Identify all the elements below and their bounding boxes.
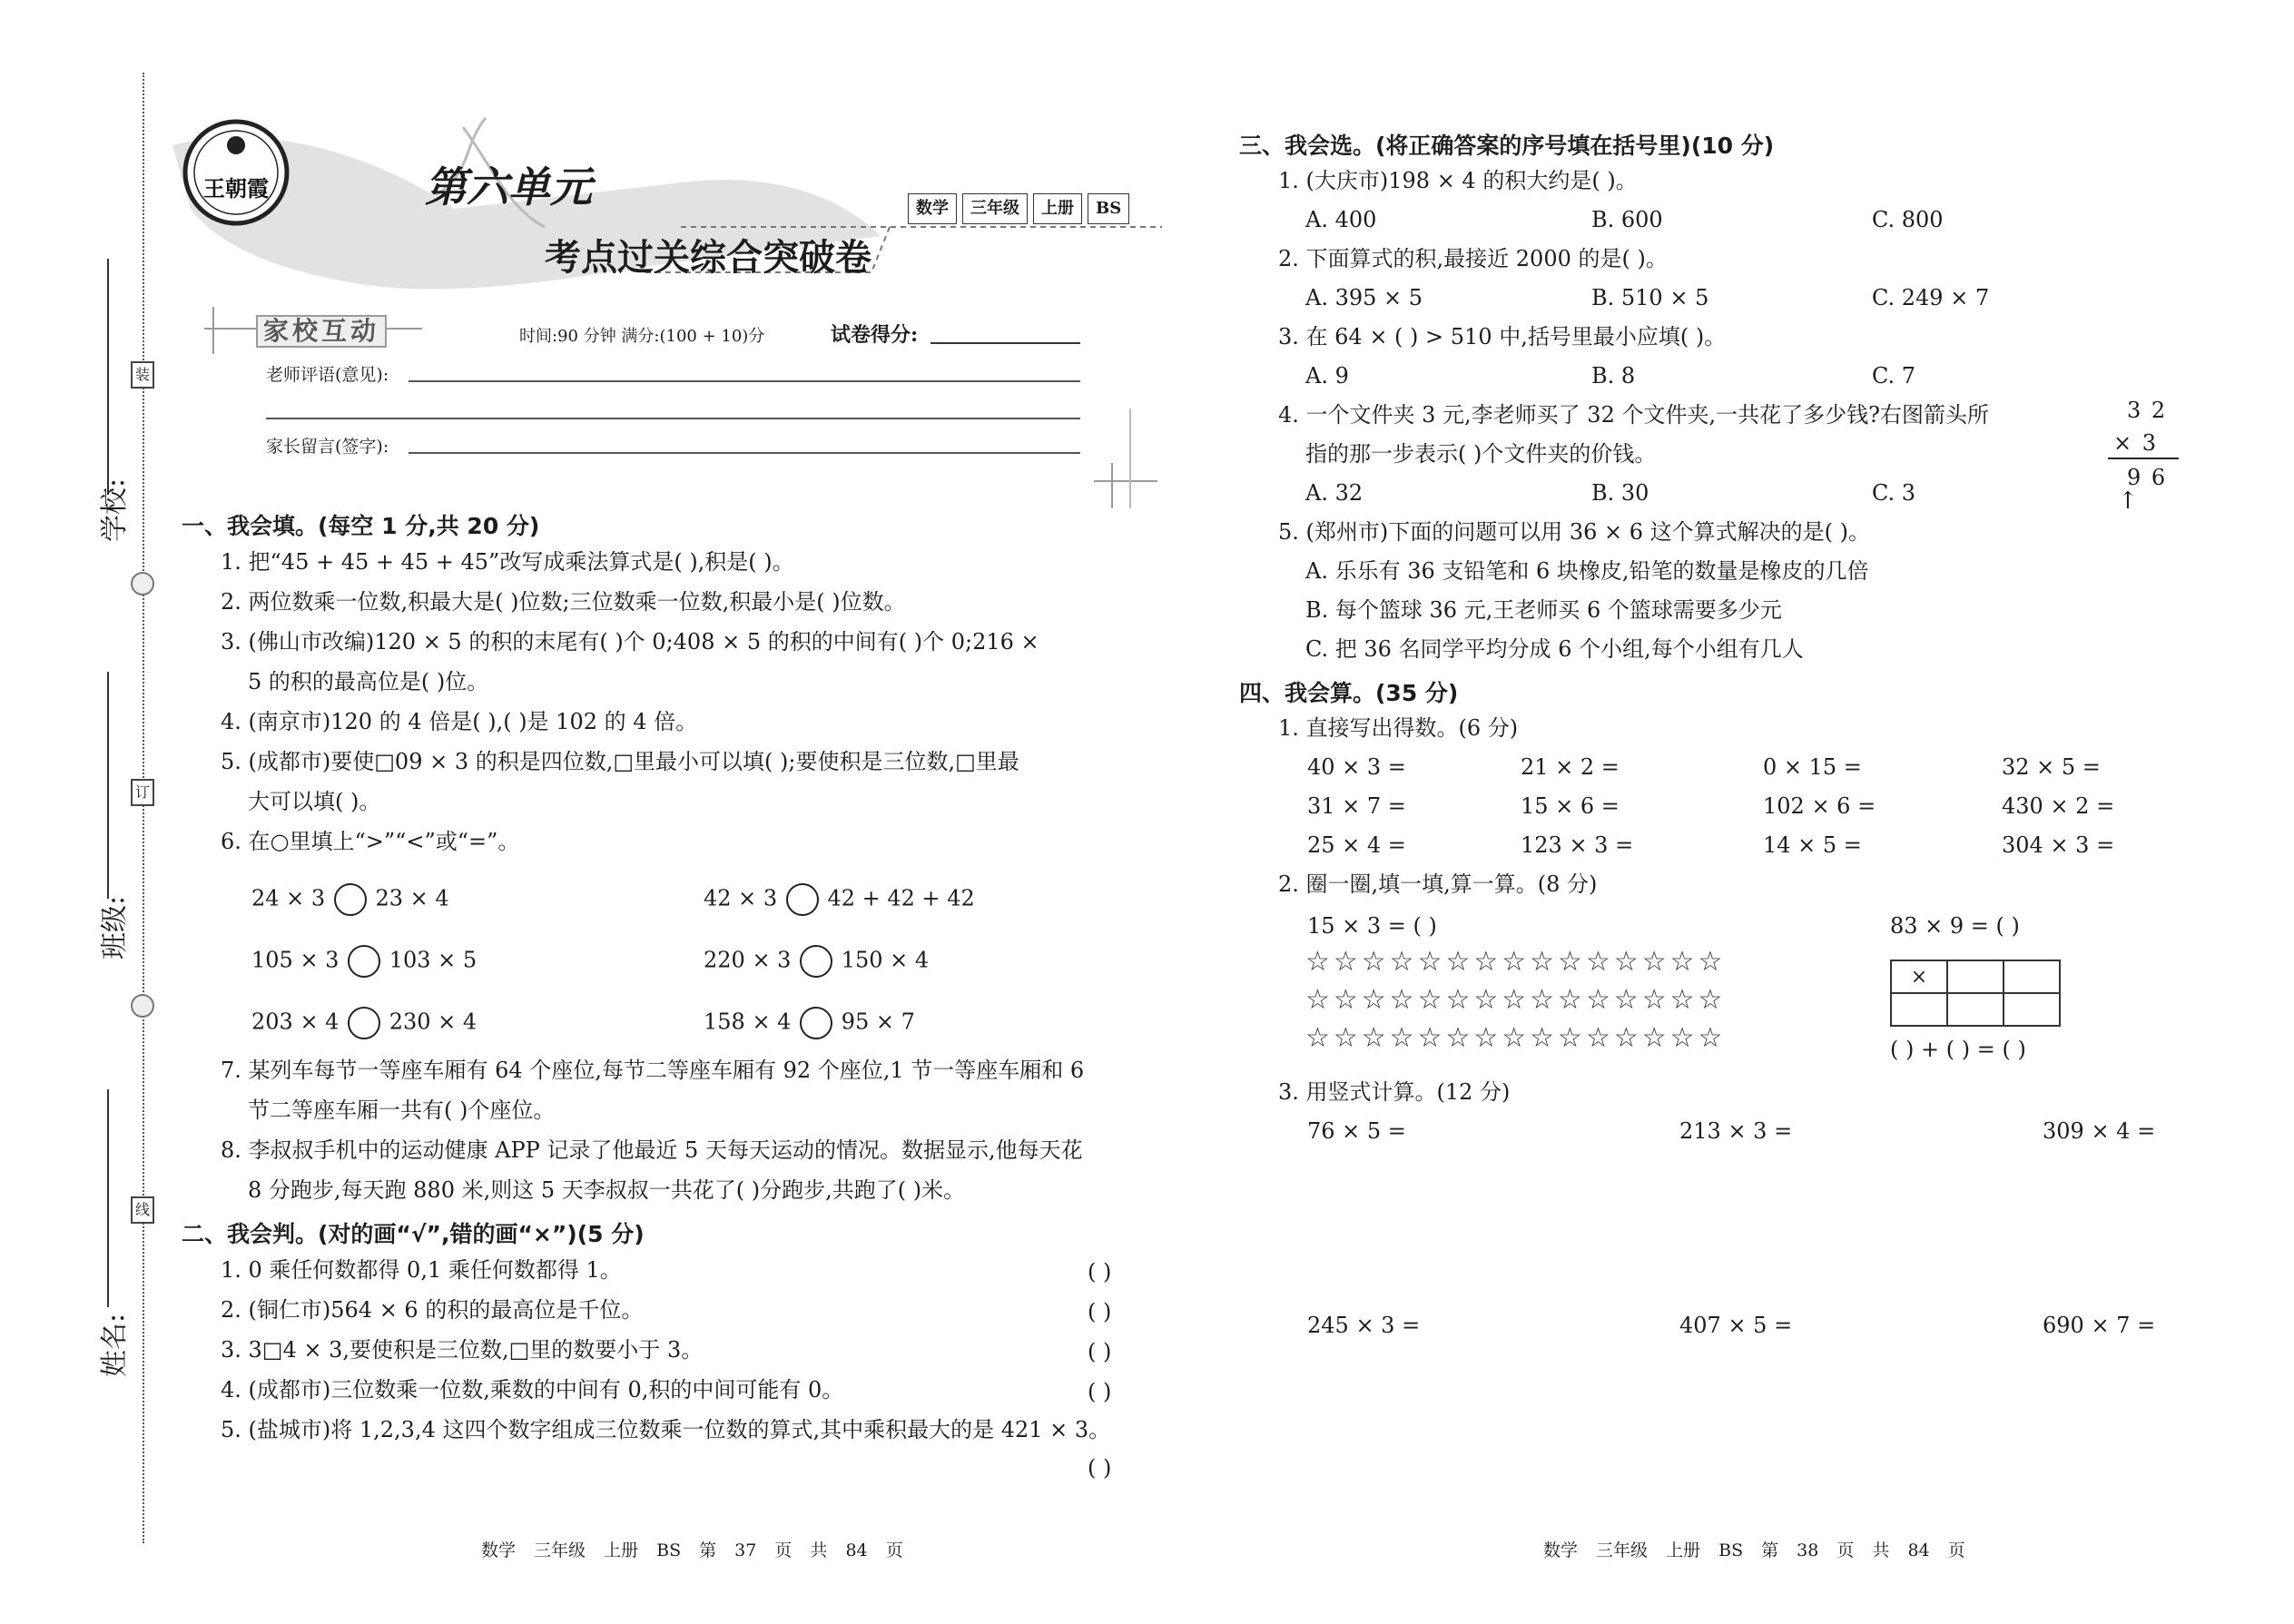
s1-q7-line1: 7. 某列车每节一等座车厢有 64 个座位,每节二等座车厢有 92 个座位,1 节一等座车厢和 6 — [221, 1058, 1085, 1083]
s3-q5-option: A. 乐乐有 36 支铅笔和 6 块橡皮,铅笔的数量是橡皮的几倍 — [1305, 558, 1869, 584]
vertical-calc-item: 407 × 5 = — [1679, 1313, 1793, 1338]
s1-q5-line1: 5. (成都市)要使□09 × 3 的积是四位数,□里最小可以填( );要使积是三位数,□里最 — [221, 749, 1019, 774]
compare-left: 24 × 3 — [251, 885, 326, 911]
badge-grade: 三年级 — [962, 193, 1028, 224]
vertical-calc-item: 690 × 7 = — [2043, 1313, 2156, 1338]
vertical-result: 9 6 — [2127, 465, 2168, 490]
s3-option: A. 32 — [1305, 480, 1364, 506]
s2-item: 2. (铜仁市)564 × 6 的积的最高位是千位。 — [221, 1297, 644, 1323]
vertical-calc-item: 213 × 3 = — [1679, 1118, 1793, 1144]
oral-calc-item: 304 × 3 = — [2002, 832, 2115, 858]
oral-calc-item: 21 × 2 = — [1521, 754, 1620, 780]
arrow-up-icon: ↑ — [2118, 487, 2138, 515]
section1-title: 一、我会填。(每空 1 分,共 20 分) — [182, 513, 540, 539]
compare-item — [251, 883, 449, 916]
compare-left: 220 × 3 — [704, 947, 792, 973]
name-blank-line — [107, 1089, 109, 1307]
s3-option: C. 800 — [1872, 207, 1944, 232]
footer-left: 数学 三年级 上册 BS 第 37 页 共 84 页 — [481, 1540, 903, 1560]
s1-q8-line1: 8. 李叔叔手机中的运动健康 APP 记录了他最近 5 天每天运动的情况。数据显示,他每天花 — [221, 1137, 1083, 1163]
oral-calc-item: 25 × 4 = — [1307, 832, 1406, 858]
compare-circle[interactable] — [348, 945, 380, 978]
s2-item: 5. (盐城市)将 1,2,3,4 这四个数字组成三位数乘一位数的算式,其中乘积最大的是 421 × 3。 — [221, 1417, 1111, 1442]
s3-option: A. 400 — [1305, 207, 1377, 232]
s4-part1: 1. 直接写出得数。(6 分) — [1278, 715, 1519, 741]
s3-q1: 1. (大庆市)198 × 4 的积大约是( )。 — [1278, 168, 1638, 193]
svg-text:王朝霞: 王朝霞 — [203, 175, 269, 202]
oral-calc-item: 31 × 7 = — [1307, 793, 1406, 819]
compare-item — [251, 1007, 477, 1039]
compare-left: 105 × 3 — [251, 947, 340, 973]
grade-badge — [908, 194, 1129, 223]
s3-q2: 2. 下面算式的积,最接近 2000 的是( )。 — [1278, 246, 1668, 271]
s1-q7-line2: 节二等座车厢一共有( )个座位。 — [248, 1097, 556, 1123]
compare-circle[interactable] — [800, 1007, 832, 1039]
s3-q5-option: B. 每个篮球 36 元,王老师买 6 个篮球需要多少元 — [1305, 597, 1782, 623]
teacher-comment-line[interactable] — [266, 418, 1080, 419]
badge-edition: BS — [1088, 193, 1129, 224]
seal-char-zhuang: 装 — [131, 361, 154, 389]
grid-cell[interactable] — [2004, 960, 2060, 993]
time-score-info: 时间:90 分钟 满分:(100 + 10)分 — [519, 327, 765, 346]
vertical-calc-item: 309 × 4 = — [2043, 1118, 2156, 1144]
s1-q8-line2: 8 分跑步,每天跑 880 米,则这 5 天李叔叔一共花了( )分跑步,共跑了( )米。 — [248, 1177, 966, 1203]
s1-q3-line2: 5 的积的最高位是( )位。 — [248, 669, 489, 694]
s3-option: C. 249 × 7 — [1872, 285, 1990, 310]
s2-answer-paren[interactable]: ( ) — [1088, 1379, 1112, 1404]
compare-circle[interactable] — [334, 883, 367, 916]
publisher-logo-seal — [182, 118, 290, 227]
parent-comment-line[interactable] — [409, 452, 1080, 454]
stars-equation: 15 × 3 = ( ) — [1307, 913, 1437, 939]
compare-circle[interactable] — [800, 945, 832, 978]
grid-cell[interactable] — [2004, 993, 2060, 1026]
s3-option: A. 395 × 5 — [1305, 285, 1423, 310]
teacher-comment-line[interactable] — [409, 380, 1080, 382]
vertical-rule — [2108, 458, 2179, 459]
grid-sum[interactable]: ( ) + ( ) = ( ) — [1890, 1037, 2026, 1062]
footer-right: 数学 三年级 上册 BS 第 38 页 共 84 页 — [1543, 1540, 1965, 1560]
unit-title: 第六单元 — [425, 162, 592, 212]
s2-item: 4. (成都市)三位数乘一位数,乘数的中间有 0,积的中间可能有 0。 — [221, 1377, 844, 1403]
oral-calc-item: 15 × 6 = — [1521, 793, 1620, 819]
multiplication-grid[interactable] — [1890, 960, 2061, 1027]
s2-answer-paren[interactable]: ( ) — [1088, 1259, 1112, 1284]
s3-q5: 5. (郑州市)下面的问题可以用 36 × 6 这个算式解决的是( )。 — [1278, 519, 1871, 545]
grid-cell[interactable] — [1947, 993, 2004, 1026]
s3-option: B. 8 — [1591, 363, 1636, 389]
s3-q5-option: C. 把 36 名同学平均分成 6 个小组,每个小组有几人 — [1305, 636, 1804, 662]
compare-left: 158 × 4 — [704, 1009, 792, 1035]
s1-q2: 2. 两位数乘一位数,积最大是( )位数;三位数乘一位数,积最小是( )位数。 — [221, 589, 906, 615]
oral-calc-item: 430 × 2 = — [2002, 793, 2115, 819]
s1-q1: 1. 把“45 + 45 + 45 + 45”改写成乘法算式是( ),积是( )。 — [221, 549, 794, 575]
s3-option: B. 30 — [1591, 480, 1649, 506]
s1-q4: 4. (南京市)120 的 4 倍是( ),( )是 102 的 4 倍。 — [221, 709, 698, 734]
section4-title: 四、我会算。(35 分) — [1239, 680, 1459, 706]
compare-right: 150 × 4 — [841, 947, 930, 973]
compare-right: 23 × 4 — [375, 885, 449, 911]
section3-title: 三、我会选。(将正确答案的序号填在括号里)(10 分) — [1239, 133, 1775, 159]
teacher-comment-label: 老师评语(意见): — [266, 365, 389, 385]
s3-option: B. 510 × 5 — [1591, 285, 1709, 310]
compare-circle[interactable] — [786, 883, 819, 916]
badge-subject: 数学 — [908, 193, 957, 224]
compare-circle[interactable] — [348, 1007, 380, 1039]
exam-title: 考点过关综合突破卷 — [545, 237, 871, 279]
compare-item — [704, 1007, 915, 1039]
compare-right: 95 × 7 — [841, 1009, 915, 1035]
stars-row-icon[interactable]: ☆☆☆☆☆☆☆☆☆☆☆☆☆☆☆ — [1305, 984, 1727, 1016]
compare-item — [251, 945, 477, 978]
family-school-label: 家校互动 — [256, 315, 387, 348]
s3-option: C. 3 — [1872, 480, 1916, 506]
s4-part3: 3. 用竖式计算。(12 分) — [1278, 1079, 1511, 1105]
binding-clip-icon — [131, 572, 154, 595]
name-label: 姓名: — [99, 1313, 132, 1378]
class-label: 班级: — [99, 895, 132, 960]
stars-row-icon[interactable]: ☆☆☆☆☆☆☆☆☆☆☆☆☆☆☆ — [1305, 946, 1727, 978]
oral-calc-item: 102 × 6 = — [1763, 793, 1876, 819]
school-blank-line — [107, 259, 109, 495]
s2-answer-paren[interactable]: ( ) — [1088, 1299, 1112, 1324]
grid-cell[interactable] — [1891, 993, 1947, 1026]
s2-answer-paren[interactable]: ( ) — [1088, 1455, 1112, 1481]
vertical-top: 3 2 — [2127, 398, 2168, 423]
oral-calc-item: 32 × 5 = — [2002, 754, 2101, 780]
binding-dotted-line — [143, 73, 144, 1543]
oral-calc-item: 40 × 3 = — [1307, 754, 1406, 780]
grid-cell[interactable] — [1947, 960, 2004, 993]
s3-q4-line1: 4. 一个文件夹 3 元,李老师买了 32 个文件夹,一共花了多少钱?右图箭头所 — [1278, 402, 1989, 428]
compare-item — [704, 883, 975, 916]
s2-item: 1. 0 乘任何数都得 0,1 乘任何数都得 1。 — [221, 1257, 622, 1283]
section2-title: 二、我会判。(对的画“√”,错的画“×”)(5 分) — [182, 1221, 645, 1247]
oral-calc-item: 14 × 5 = — [1763, 832, 1862, 858]
compare-right: 230 × 4 — [389, 1009, 478, 1035]
badge-volume: 上册 — [1033, 193, 1082, 224]
oral-calc-item: 0 × 15 = — [1763, 754, 1862, 780]
s3-q4-line2: 指的那一步表示( )个文件夹的价钱。 — [1305, 441, 1657, 467]
s1-q3-line1: 3. (佛山市改编)120 × 5 的积的末尾有( )个 0;408 × 5 的积的中间有( )个 0;216 × — [221, 629, 1039, 655]
s3-q3: 3. 在 64 × ( ) > 510 中,括号里最小应填( )。 — [1278, 324, 1727, 349]
oral-calc-item: 123 × 3 = — [1521, 832, 1634, 858]
s3-option: C. 7 — [1872, 363, 1916, 389]
seal-char-ding: 订 — [131, 779, 154, 806]
binding-clip-icon — [131, 994, 154, 1018]
vertical-calc-item: 76 × 5 = — [1307, 1118, 1406, 1144]
seal-char-xian: 线 — [131, 1196, 154, 1224]
vertical-calc-item: 245 × 3 = — [1307, 1313, 1421, 1338]
score-label: 试卷得分: — [831, 323, 919, 347]
grid-equation: 83 × 9 = ( ) — [1890, 913, 2020, 939]
vertical-multiplier: × 3 — [2113, 430, 2159, 456]
compare-left: 42 × 3 — [704, 885, 778, 911]
s1-q5-line2: 大可以填( )。 — [248, 789, 381, 814]
s1-q6: 6. 在○里填上“>”“<”或“=”。 — [221, 829, 520, 854]
s3-option: B. 600 — [1591, 207, 1663, 232]
score-blank[interactable] — [930, 342, 1080, 344]
parent-comment-label: 家长留言(签字): — [266, 437, 389, 457]
school-label: 学校: — [99, 477, 132, 543]
compare-left: 203 × 4 — [251, 1009, 340, 1035]
grid-operator: × — [1891, 960, 1947, 993]
class-blank-line — [107, 672, 109, 899]
s2-item: 3. 3□4 × 3,要使积是三位数,□里的数要小于 3。 — [221, 1337, 704, 1363]
s2-answer-paren[interactable]: ( ) — [1088, 1339, 1112, 1364]
stars-row-icon[interactable]: ☆☆☆☆☆☆☆☆☆☆☆☆☆☆☆ — [1305, 1022, 1727, 1054]
compare-item — [704, 945, 929, 978]
s3-option: A. 9 — [1305, 363, 1349, 389]
s4-part2: 2. 圈一圈,填一填,算一算。(8 分) — [1278, 871, 1598, 897]
compare-right: 42 + 42 + 42 — [827, 885, 975, 911]
compare-right: 103 × 5 — [389, 947, 478, 973]
